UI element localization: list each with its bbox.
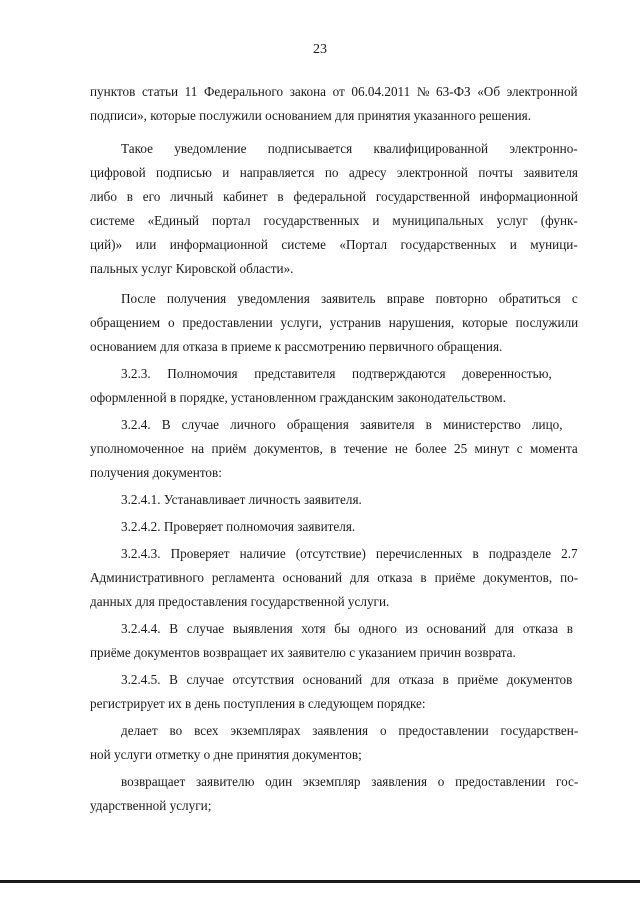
text-line: цифровой подписью и направляется по адресу электронной почты заявителя — [90, 165, 578, 180]
text-line: возвращает заявителю один экземпляр заявления о предоставлении гос- — [121, 774, 579, 789]
text-line: 3.2.4.5. В случае отсутствия оснований для отказа в приёме документов — [121, 672, 573, 687]
text-line: 3.2.4. В случае личного обращения заявителя в министерство лицо, — [121, 417, 563, 432]
text-line: регистрирует их в день поступления в следующем порядке: — [90, 696, 426, 711]
text-line: основанием для отказа в приеме к рассмотрению первичного обращения. — [90, 339, 503, 354]
text-line: 3.2.4.3. Проверяет наличие (отсутствие) перечисленных в подразделе 2.7 — [121, 546, 578, 561]
text-line: После получения уведомления заявитель вправе повторно обратиться с — [121, 291, 578, 306]
text-line: ций)» или информационной системе «Портал государственных и муници- — [90, 237, 578, 252]
text-line: пальных услуг Кировской области». — [90, 261, 294, 276]
text-line: 3.2.4.4. В случае выявления хотя бы одного из оснований для отказа в — [121, 621, 574, 636]
text-line: либо в его личный кабинет в федеральной государственной информационной — [90, 189, 578, 204]
page-bottom-rule — [0, 880, 640, 883]
text-line: данных для предоставления государственной услуги. — [90, 594, 390, 609]
text-line: ной услуги отметку о дне принятия документов; — [90, 747, 362, 762]
text-line: приёме документов возвращает их заявителю с указанием причин возврата. — [90, 645, 516, 660]
text-line: получения документов: — [90, 465, 222, 480]
text-line: оформленной в порядке, установленном гражданским законодательством. — [90, 390, 506, 405]
page-number: 23 — [313, 42, 327, 57]
text-line: Административного регламента оснований для отказа в приёме документов, по- — [90, 570, 579, 585]
text-line: 3.2.4.2. Проверяет полномочия заявителя. — [121, 519, 356, 534]
text-line: подписи», которые послужили основанием для принятия указанного решения. — [90, 108, 532, 123]
text-line: ударственной услуги; — [90, 798, 212, 813]
text-line: уполномоченное на приём документов, в течение не более 25 минут с момента — [90, 441, 578, 456]
text-line: системе «Единый портал государственных и муниципальных услуг (функ- — [90, 213, 578, 228]
text-line: пунктов статьи 11 Федерального закона от 06.04.2011 № 63-ФЗ «Об электронной — [90, 84, 578, 99]
text-line: 3.2.4.1. Устанавливает личность заявителя. — [121, 492, 362, 507]
text-line: 3.2.3. Полномочия представителя подтверждаются доверенностью, — [121, 366, 552, 381]
text-line: делает во всех экземплярах заявления о предоставлении государствен- — [121, 723, 579, 738]
text-line: Такое уведомление подписывается квалифицированной электронно- — [121, 141, 578, 156]
text-line: обращением о предоставлении услуги, устранив нарушения, которые послужили — [90, 315, 579, 330]
